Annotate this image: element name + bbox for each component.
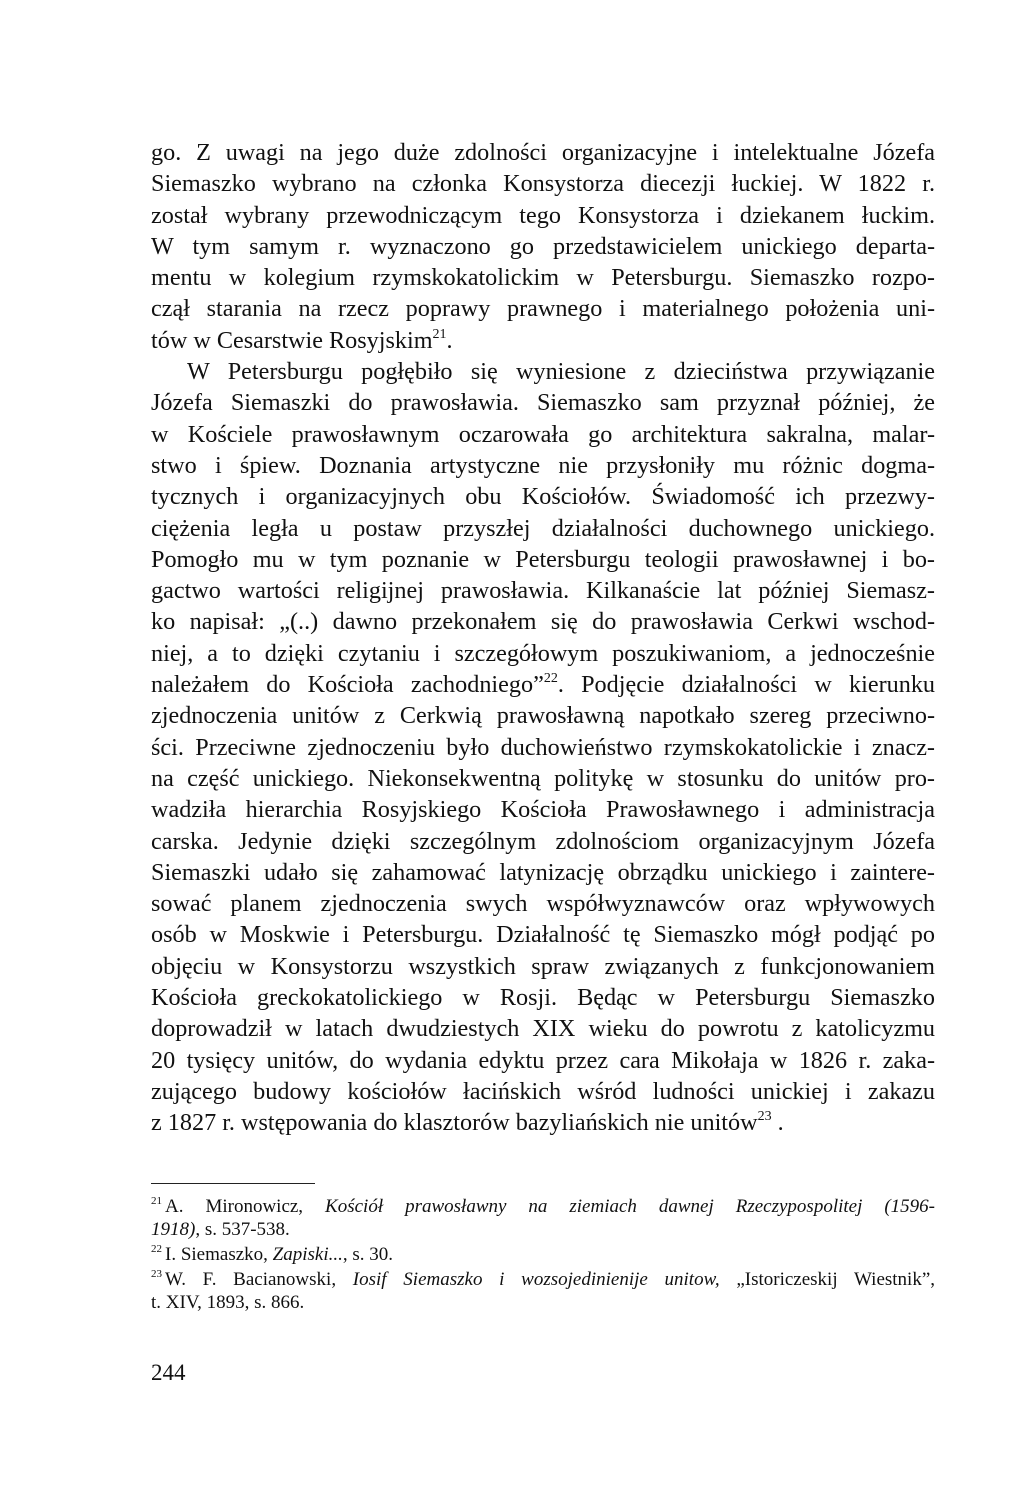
footnote-23 bbox=[151, 1268, 935, 1291]
text-line: carska. Jedynie dzięki szczególnym zdolnościom organizacyjnym Józefa bbox=[151, 827, 935, 855]
text-line: w Kościele prawosławnym oczarowała go architektura sakralna, malar- bbox=[151, 420, 935, 448]
main-text bbox=[151, 137, 935, 1139]
text-line bbox=[151, 325, 935, 356]
footnote-number: 22 bbox=[151, 1243, 162, 1255]
text-line: Pomogło mu w tym poznanie w Petersburgu teologii prawosławnej i bo- bbox=[151, 545, 935, 573]
text-line: Józefa Siemaszki do prawosławia. Siemaszko sam przyznał później, że bbox=[151, 389, 935, 417]
footnote-ref-23[interactable]: 23 bbox=[757, 1109, 772, 1125]
footnote-number: 23 bbox=[151, 1268, 162, 1280]
text-line: ciężenia legła u postaw przyszłej działalności duchownego unickiego. bbox=[151, 514, 935, 542]
text-line: Siemaszki udało się zahamować latynizację obrządku unickiego i zaintere- bbox=[151, 858, 935, 886]
text-span: tów w Cesarstwie Rosyjskim bbox=[151, 326, 433, 354]
footnote-21 bbox=[151, 1195, 935, 1218]
text-span: . Podjęcie działalności w kierunku bbox=[557, 671, 935, 699]
text-line: osób w Moskwie i Petersburgu. Działalność tę Siemaszko mógł podjąć po bbox=[151, 921, 935, 949]
text-line: objęciu w Konsystorzu wszystkich spraw związanych z funkcjonowaniem bbox=[151, 952, 935, 980]
text-line: na część unickiego. Niekonsekwentną politykę w stosunku do unitów pro- bbox=[151, 764, 935, 792]
footnote-author: A. Mironowicz, bbox=[165, 1196, 304, 1217]
footnote-author: I. Siemaszko, bbox=[165, 1244, 268, 1265]
text-line: go. Z uwagi na jego duże zdolności organizacyjne i intelektualne Józefa bbox=[151, 139, 935, 166]
text-span: z 1827 r. wstępowania do klasztorów bazyliańskich nie unitów bbox=[151, 1109, 758, 1137]
text-line: mentu w kolegium rzymskokatolickim w Petersburgu. Siemaszko rozpo- bbox=[151, 264, 935, 292]
text-line: W Petersburgu pogłębiło się wyniesione z dzieciństwa przywiązanie bbox=[187, 358, 935, 386]
text-line: tycznych i organizacyjnych obu Kościołów. Świadomość ich przezwy- bbox=[151, 483, 935, 511]
footnote-23-cont: t. XIV, 1893, s. 866. bbox=[151, 1292, 305, 1313]
text-line: ści. Przeciwne zjednoczeniu było duchowieństwo rzymskokatolickie i znacz- bbox=[151, 733, 935, 761]
text-line: doprowadził w latach dwudziestych XIX wieku do powrotu z katolicyzmu bbox=[151, 1015, 935, 1043]
footnote-title: Zapiski... bbox=[272, 1244, 343, 1265]
footnote-pages: , s. 30. bbox=[342, 1244, 394, 1265]
footnote-ref-21[interactable]: 21 bbox=[432, 326, 447, 342]
text-line: sować planem zjednoczenia swych współwyznawców oraz wpływowych bbox=[151, 890, 935, 918]
footnote-pages: , s. 537-538. bbox=[195, 1219, 290, 1240]
footnotes bbox=[151, 1195, 935, 1314]
text-line: W tym samym r. wyznaczono go przedstawicielem unickiego departa- bbox=[151, 232, 935, 260]
text-span: . bbox=[446, 326, 453, 354]
text-line bbox=[151, 669, 935, 700]
footnote-title: 1918) bbox=[151, 1219, 196, 1240]
text-line: ko napisał: „(..) dawno przekonałem się do prawosławia Cerkwi wschod- bbox=[151, 608, 935, 636]
text-line: został wybrany przewodniczącym tego Konsystorza i dziekanem łuckim. bbox=[151, 201, 935, 229]
page-number: 244 bbox=[151, 1360, 186, 1385]
text-line: czął starania na rzecz poprawy prawnego i materialnego położenia uni- bbox=[151, 295, 935, 323]
text-span: należałem do Kościoła zachodniego” bbox=[151, 671, 544, 699]
text-line: Kościoła greckokatolickiego w Rosji. Będąc w Petersburgu Siemaszko bbox=[151, 984, 935, 1012]
footnote-22 bbox=[151, 1243, 935, 1266]
footnote-title: Kościół prawosławny na ziemiach dawnej Rzeczypospolitej (1596- bbox=[325, 1196, 935, 1217]
footnote-title: Iosif Siemaszko i wozsojedinienije unitow, bbox=[352, 1269, 720, 1290]
text-line: stwo i śpiew. Doznania artystyczne nie przysłoniły mu różnic dogma- bbox=[151, 451, 935, 479]
text-line: Siemaszko wybrano na członka Konsystorza diecezji łuckiej. W 1822 r. bbox=[151, 170, 935, 198]
text-line bbox=[151, 1107, 935, 1138]
text-line: 20 tysięcy unitów, do wydania edyktu przez cara Mikołaja w 1826 r. zaka- bbox=[151, 1046, 935, 1074]
footnote-journal: „Istoriczeskij Wiestnik”, bbox=[736, 1269, 935, 1290]
text-span: . bbox=[777, 1109, 784, 1137]
text-line: wadziła hierarchia Rosyjskiego Kościoła Prawosławnego i administracja bbox=[151, 796, 935, 824]
footnote-separator bbox=[151, 1183, 315, 1184]
text-line: niej, a to dzięki czytaniu i szczegółowym poszukiwaniom, a jednocześnie bbox=[151, 639, 935, 667]
text-line: zującego budowy kościołów łacińskich wśród ludności unickiej i zakazu bbox=[151, 1077, 935, 1105]
footnote-author: W. F. Bacianowski, bbox=[165, 1269, 337, 1290]
footnote-21-cont bbox=[151, 1218, 935, 1241]
footnote-ref-22[interactable]: 22 bbox=[543, 671, 558, 687]
text-line: zjednoczenia unitów z Cerkwią prawosławną napotkało szereg przeciwno- bbox=[151, 702, 935, 730]
footnote-number: 21 bbox=[151, 1195, 162, 1207]
text-line: gactwo wartości religijnej prawosławia. Kilkanaście lat później Siemasz- bbox=[151, 577, 935, 605]
